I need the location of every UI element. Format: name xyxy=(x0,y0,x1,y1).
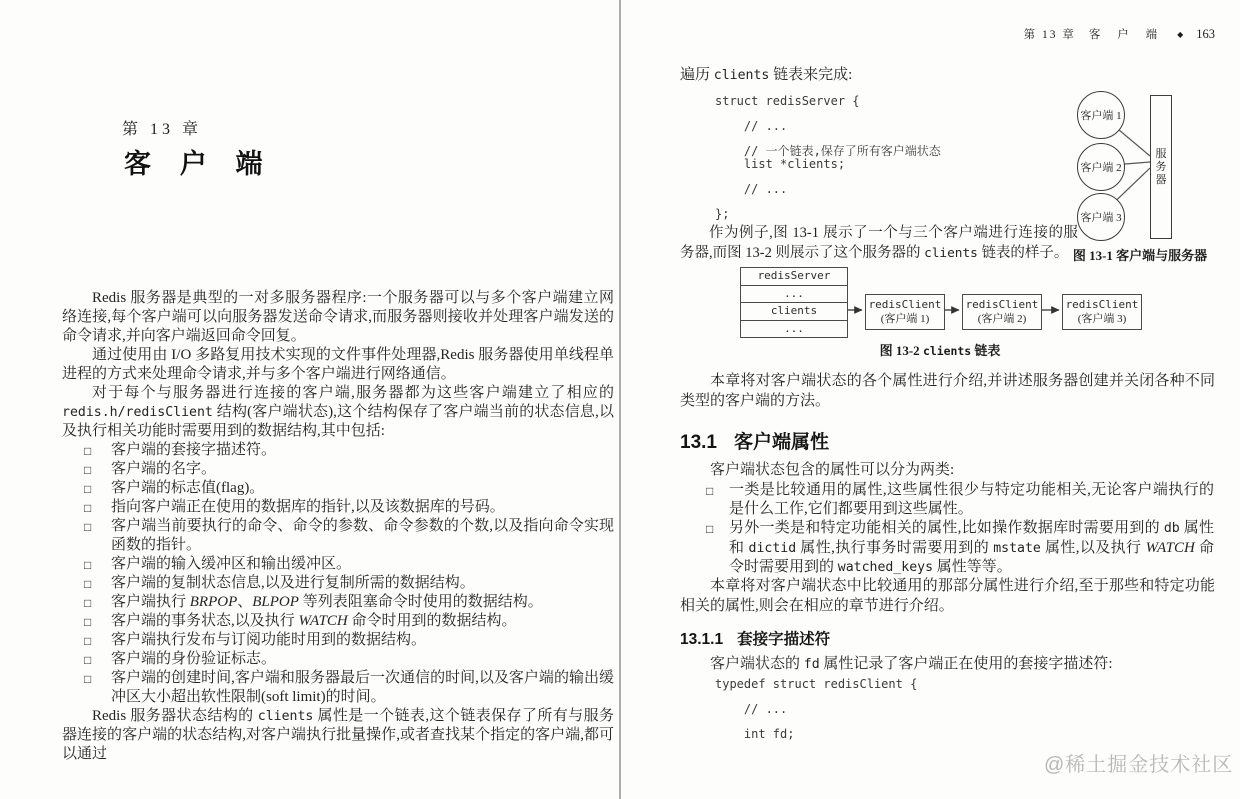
redisserver-struct-table xyxy=(740,267,848,338)
paragraph: 作为例子,图 13-1 展示了一个与三个客户端进行连接的服务器,而图 13-2 则展示了这个服务器的 clients 链表的样子。 xyxy=(680,225,1078,261)
paragraph: 本章将对客户端状态的各个属性进行介绍,并讲述服务器创建并关闭各种不同类型的客户端的方法。 xyxy=(680,373,1215,409)
node-type: redisClient xyxy=(1065,298,1139,311)
bullet-square-icon: □ xyxy=(84,615,92,629)
figure-13-2-caption: 图 13-2 clients 链表 xyxy=(879,343,1001,358)
bullet-text: 客户端的名字。 xyxy=(111,461,217,477)
paragraph: 客户端状态的 fd 属性记录了客户端正在使用的套接字描述符: xyxy=(710,656,1113,672)
bullet-item xyxy=(62,555,614,574)
bullet-square-icon: □ xyxy=(84,653,92,667)
section-title: 客户端属性 xyxy=(733,432,829,453)
bullet-square-icon: □ xyxy=(84,444,92,458)
paragraph: Redis 服务器状态结构的 clients 属性是一个链表,这个链表保存了所有与服务器连接的客户端的状态结构,对客户端执行批量操作,或者查找某个指定的客户端,都可以通过 xyxy=(62,708,614,762)
bullet-item xyxy=(62,669,614,707)
figure-13-1-caption: 图 13-1 客户端与服务器 xyxy=(1072,248,1208,263)
client-circle-1: 客户端 1 xyxy=(1077,91,1125,139)
bullet-item xyxy=(706,519,1214,577)
header-title: 客 户 端 xyxy=(1088,29,1165,41)
node-label: (客户端 1) xyxy=(880,313,930,325)
bullet-text: 客户端的事务状态,以及执行 WATCH 命令时用到的数据结构。 xyxy=(111,613,517,629)
code-line: // ... xyxy=(715,702,788,717)
node-label: (客户端 2) xyxy=(977,313,1027,325)
bullet-item xyxy=(62,498,614,517)
code-line: list *clients; xyxy=(715,156,846,171)
bullet-item xyxy=(62,631,614,650)
bullet-item xyxy=(62,441,614,460)
section-heading-13-1-1 xyxy=(680,627,830,649)
node-type: redisClient xyxy=(868,298,942,311)
code-line xyxy=(715,196,941,209)
bullet-square-icon: □ xyxy=(84,520,92,534)
bullet-list xyxy=(62,441,614,707)
code-block-redisclient xyxy=(715,678,917,741)
section-title: 套接字描述符 xyxy=(737,631,831,648)
server-label: 服务器 xyxy=(1155,147,1167,186)
bullet-text: 客户端的创建时间,客户端和服务器最后一次通信的时间,以及客户端的输出缓冲区大小超出软性限制(soft limit)的时间。 xyxy=(111,670,614,705)
bullet-square-icon: □ xyxy=(84,596,92,610)
paragraph: 客户端状态包含的属性可以分为两类: xyxy=(710,462,955,478)
watermark: @稀土掘金技术社区 xyxy=(1044,754,1234,776)
code-line: // ... xyxy=(715,182,788,197)
client-node-3 xyxy=(1062,294,1142,330)
page-number: 163 xyxy=(1196,26,1215,41)
code-line: // 一个链表,保存了所有客户端状态 xyxy=(715,144,941,159)
code-line: typedef struct redisClient { xyxy=(715,677,918,691)
paragraph: 遍历 clients 链表来完成: xyxy=(680,67,853,83)
table-row: ... xyxy=(741,286,847,304)
chapter-title: 客 户 端 xyxy=(124,149,274,179)
table-row: clients xyxy=(741,303,847,321)
bullet-square-icon: □ xyxy=(84,634,92,648)
section-number: 13.1 xyxy=(680,432,717,453)
chapter-number: 第 13 章 xyxy=(122,121,203,138)
bullet-text: 客户端执行发布与订阅功能时用到的数据结构。 xyxy=(111,632,427,648)
bullet-square-icon: □ xyxy=(706,522,714,537)
paragraph: Redis 服务器是典型的一对多服务器程序:一个服务器可以与多个客户端建立网络连接,每个客户端可以向服务器发送命令请求,而服务器则接收并处理客户端发送的命令请求,并向客户端返回命令回复。 xyxy=(62,290,614,344)
bullet-item xyxy=(62,460,614,479)
bullet-square-icon: □ xyxy=(706,484,714,498)
code-block-redisserver xyxy=(715,95,941,221)
diamond-icon: ◆ xyxy=(1177,29,1184,39)
bullet-item xyxy=(62,479,614,498)
code-line: // ... xyxy=(715,119,788,134)
left-page-body xyxy=(62,289,614,764)
bullet-square-icon: □ xyxy=(84,558,92,572)
node-label: (客户端 3) xyxy=(1077,313,1127,325)
client-circle-2: 客户端 2 xyxy=(1077,143,1125,191)
client-node-2 xyxy=(962,294,1042,330)
bullet-text: 客户端执行 BRPOP、BLPOP 等列表阻塞命令时使用的数据结构。 xyxy=(111,594,543,610)
bullet-item xyxy=(706,481,1214,519)
code-line: }; xyxy=(715,207,730,222)
server-box xyxy=(1150,95,1172,239)
bullet-square-icon: □ xyxy=(84,501,92,515)
bullet-text: 客户端的套接字描述符。 xyxy=(111,442,277,458)
bullet-item xyxy=(62,593,614,612)
paragraph: 通过使用由 I/O 多路复用技术实现的文件事件处理器,Redis 服务器使用单线程单进程的方式来处理命令请求,并与多个客户端进行网络通信。 xyxy=(62,347,614,382)
node-type: redisClient xyxy=(965,298,1039,311)
bullet-item xyxy=(62,517,614,555)
bullet-text: 客户端的标志值(flag)。 xyxy=(111,480,265,496)
header-chapter: 第 13 章 xyxy=(1023,29,1076,41)
bullet-square-icon: □ xyxy=(84,463,92,477)
bullet-square-icon: □ xyxy=(84,672,92,686)
table-row: ... xyxy=(784,321,804,335)
code-line: struct redisServer { xyxy=(715,94,860,108)
bullet-item xyxy=(62,612,614,631)
bullet-text: 一类是比较通用的属性,这些属性很少与特定功能相关,无论客户端执行的是什么工作,它们都要用到这些属性。 xyxy=(729,482,1214,518)
bullet-item xyxy=(62,650,614,669)
client-node-1 xyxy=(865,294,945,330)
paragraph: 对于每个与服务器进行连接的客户端,服务器都为这些客户端建立了相应的 redis.h/redisClient 结构(客户端状态),这个结构保存了客户端当前的状态信息,以及执行相关功能时需要用到的数据结构,其中包括: xyxy=(62,385,614,439)
bullet-square-icon: □ xyxy=(84,482,92,496)
bullet-text: 客户端的身份验证标志。 xyxy=(111,651,277,667)
bullet-list xyxy=(706,481,1214,577)
client-circle-3: 客户端 3 xyxy=(1077,193,1125,241)
bullet-text: 指向客户端正在使用的数据库的指针,以及该数据库的号码。 xyxy=(111,499,505,515)
section-heading-13-1 xyxy=(680,427,829,454)
page-header xyxy=(1024,26,1215,42)
bullet-text: 客户端当前要执行的命令、命令的参数、命令参数的个数,以及指向命令实现函数的指针。 xyxy=(111,518,614,553)
bullet-square-icon: □ xyxy=(84,577,92,591)
section-number: 13.1.1 xyxy=(680,631,724,648)
table-row: redisServer xyxy=(741,268,847,286)
page-divider xyxy=(619,0,621,799)
bullet-text: 客户端的输入缓冲区和输出缓冲区。 xyxy=(111,556,352,572)
bullet-text: 另外一类是和特定功能相关的属性,比如操作数据库时需要用到的 db 属性和 dictid 属性,执行事务时需要用到的 mstate 属性,以及执行 WATCH 命令时需要用到的 watched_keys 属性等等。 xyxy=(729,520,1214,575)
code-line: int fd; xyxy=(715,727,795,742)
bullet-item xyxy=(62,574,614,593)
paragraph: 本章将对客户端状态中比较通用的那部分属性进行介绍,至于那些和特定功能相关的属性,则会在相应的章节进行介绍。 xyxy=(680,578,1215,614)
bullet-text: 客户端的复制状态信息,以及进行复制所需的数据结构。 xyxy=(111,575,475,591)
